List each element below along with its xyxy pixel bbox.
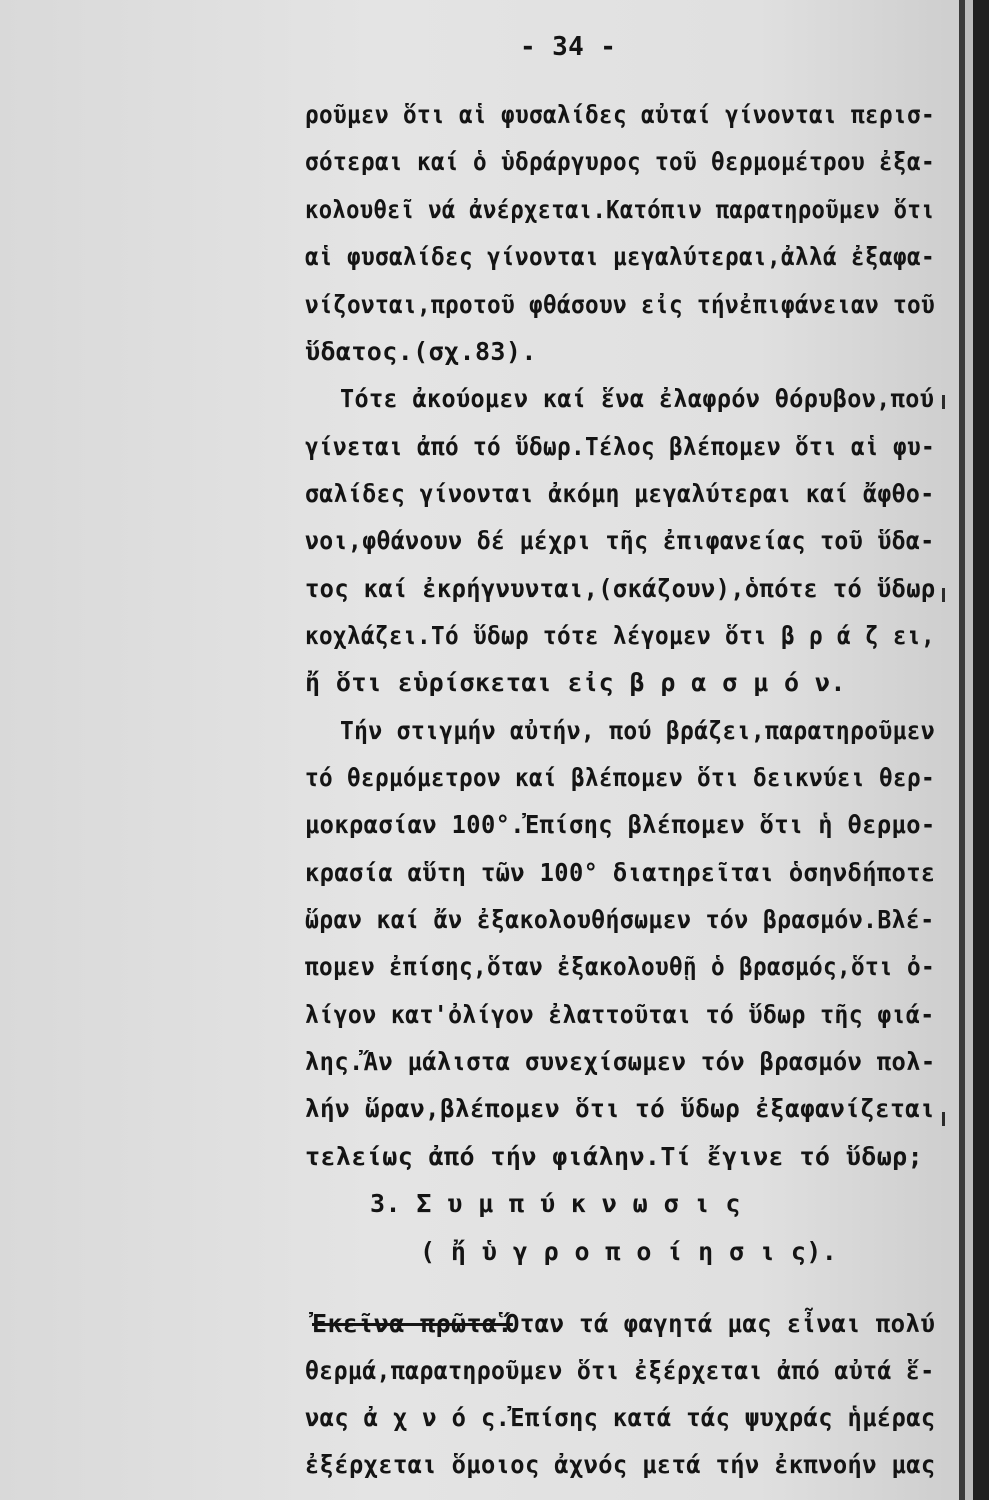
text-line: κοχλάζει.Τό ὕδωρ τότε λέγομεν ὅτι β ρ ά ζ ει,	[305, 621, 935, 650]
text-line: ὥραν καί ἄν ἐξακολουθήσωμεν τόν βρασμόν.Βλέ-	[305, 905, 935, 934]
text-line: Τότε ἀκούομεν καί ἕνα ἐλαφρόν θόρυβον,πού	[340, 384, 935, 413]
text-line: σότεραι καί ὁ ὑδράργυρος τοῦ θερμομέτρου ἐξα-	[305, 147, 935, 176]
text-line: λης.Ἄν μάλιστα συνεχίσωμεν τόν βρασμόν πολ-	[305, 1047, 936, 1076]
text-line: κολουθεῖ νά ἀνέρχεται.Κατόπιν παρατηροῦμεν ὅτι	[305, 195, 935, 224]
margin-tick	[942, 588, 945, 602]
scan-background	[973, 0, 989, 1500]
text-line: ἐξέρχεται ὅμοιος ἀχνός μετά τήν ἐκπνοήν μας	[305, 1450, 936, 1479]
text-line: λήν ὥραν,βλέπομεν ὅτι τό ὕδωρ ἐξαφανίζεται	[305, 1094, 936, 1123]
text-line: σαλίδες γίνονται ἀκόμη μεγαλύτεραι καί ἄφθο-	[305, 479, 935, 508]
margin-tick	[942, 1112, 945, 1126]
text-line: τελείως ἀπό τήν φιάλην.Τί ἔγινε τό ὕδωρ;	[305, 1142, 924, 1171]
struck-out-text: Ἐκεῖνα πρῶτα.	[312, 1309, 513, 1338]
text-line: μοκρασίαν 100°.Ἐπίσης βλέπομεν ὅτι ἡ θερμο-	[305, 810, 936, 839]
text-line: αἱ φυσαλίδες γίνονται μεγαλύτεραι,ἀλλά ἐξαφα-	[305, 242, 935, 271]
text-line: ἤ ὅτι εὑρίσκεται εἰς β ρ α σ μ ό ν.	[305, 668, 846, 697]
margin-tick	[942, 395, 945, 409]
text-line: γίνεται ἀπό τό ὕδωρ.Τέλος βλέπομεν ὅτι αἱ φυ-	[305, 432, 935, 461]
text-line: νοι,φθάνουν δέ μέχρι τῆς ἐπιφανείας τοῦ ὕδα-	[305, 526, 935, 555]
next-page-edge	[945, 0, 959, 1500]
text-line: Τήν στιγμήν αὐτήν, πού βράζει,παρατηροῦμεν	[340, 716, 936, 745]
page-number: - 34 -	[520, 32, 617, 62]
section-heading: 3. Σ υ μ π ύ κ ν ω σ ι ς	[370, 1189, 741, 1218]
text-line: νίζονται,προτοῦ φθάσουν εἰς τήνἐπιφάνειαν τοῦ	[305, 290, 935, 319]
text-line: τό θερμόμετρον καί βλέπομεν ὅτι δεικνύει θερ-	[305, 763, 935, 792]
text-line: τος καί ἐκρήγνυνται,(σκάζουν),ὁπότε τό ὕδωρ	[305, 574, 936, 603]
text-line: θερμά,παρατηροῦμεν ὅτι ἐξέρχεται ἀπό αὐτά ἕ-	[305, 1356, 935, 1385]
text-line: Ὅταν τά φαγητά μας εἶναι πολύ	[505, 1309, 936, 1338]
text-line: λίγον κατ'ὀλίγον ἐλαττοῦται τό ὕδωρ τῆς φιά-	[305, 1000, 935, 1029]
text-line: ροῦμεν ὅτι αἱ φυσαλίδες αὐταί γίνονται περισ-	[305, 100, 935, 129]
section-subheading: ( ἤ ὑ γ ρ ο π ο ί η σ ι ς).	[420, 1237, 838, 1266]
page-stack-edge	[965, 0, 973, 1500]
text-line: νας ἀ χ ν ό ς.Ἐπίσης κατά τάς ψυχράς ἡμέρας	[305, 1403, 936, 1432]
text-line: κρασία αὕτη τῶν 100° διατηρεῖται ὁσηνδήποτε	[305, 858, 936, 887]
text-line: ὕδατος.(σχ.83).	[305, 337, 537, 366]
text-line: πομεν ἐπίσης,ὅταν ἐξακολουθῇ ὁ βρασμός,ὅτι ὀ-	[305, 952, 935, 981]
